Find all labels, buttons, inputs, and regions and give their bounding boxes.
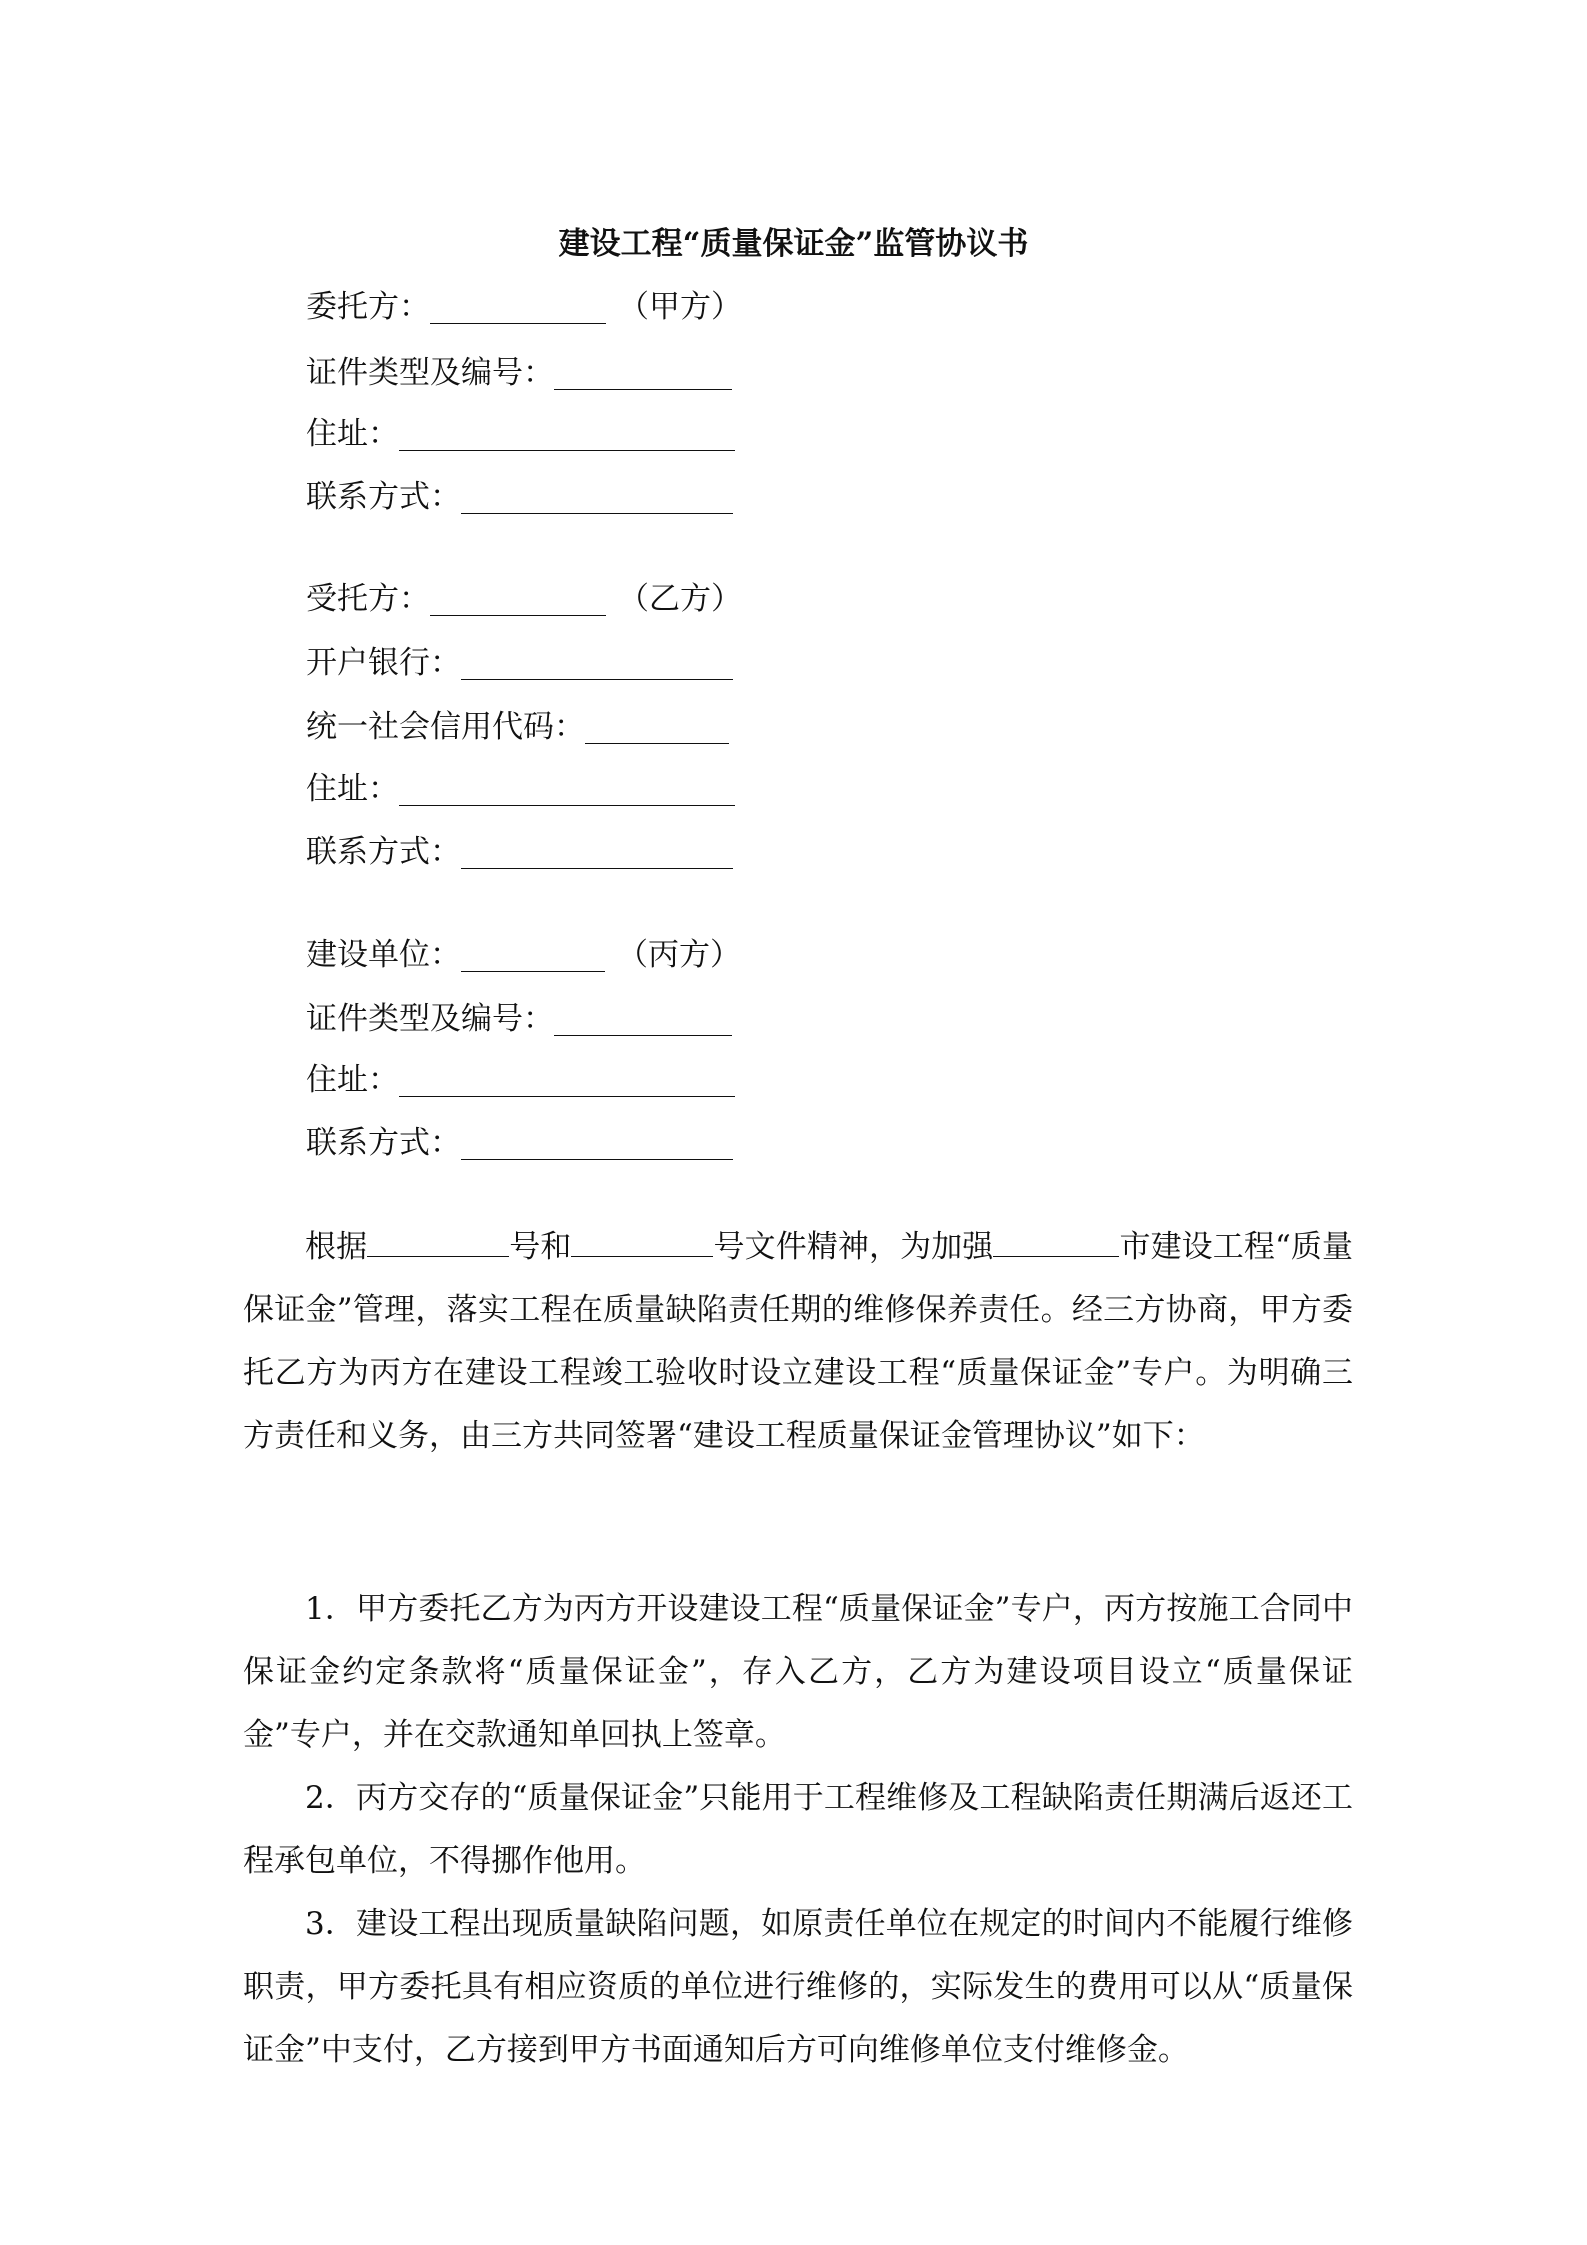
field-label: 证件类型及编号： bbox=[306, 355, 554, 391]
field-id bbox=[306, 996, 732, 1042]
fill-blank[interactable] bbox=[461, 1127, 733, 1160]
field-label: 住址： bbox=[306, 1062, 399, 1098]
fill-blank[interactable] bbox=[367, 1226, 509, 1257]
field-label: 住址： bbox=[306, 771, 399, 807]
field-label: 委托方： bbox=[306, 289, 430, 325]
clause-1: 1．甲方委托乙方为丙方开设建设工程“质量保证金”专户，丙方按施工合同中保证金约定条款将“质量保证金”，存入乙方，乙方为建设项目设立“质量保证金”专户，并在交款通知单回执上签章。 bbox=[243, 1591, 1353, 1753]
field-bank bbox=[306, 640, 733, 686]
fill-blank[interactable] bbox=[554, 357, 732, 390]
field-client bbox=[306, 284, 742, 330]
fill-blank[interactable] bbox=[461, 481, 733, 514]
fill-blank[interactable] bbox=[571, 1226, 713, 1257]
intro-text: 根据 bbox=[305, 1229, 368, 1265]
field-address bbox=[306, 766, 735, 812]
field-address bbox=[306, 1057, 735, 1103]
field-label: 开户银行： bbox=[306, 645, 461, 681]
field-credit-code bbox=[306, 704, 729, 750]
fill-blank[interactable] bbox=[461, 939, 605, 972]
clause-3: 3．建设工程出现质量缺陷问题，如原责任单位在规定的时间内不能履行维修职责，甲方委托具有相应资质的单位进行维修的，实际发生的费用可以从“质量保证金”中支付，乙方接到甲方书面通知后方可向维修单位支付维修金。 bbox=[243, 1906, 1353, 2068]
field-id bbox=[306, 350, 732, 396]
intro-text: 号和 bbox=[509, 1229, 572, 1265]
field-label: 联系方式： bbox=[306, 834, 461, 870]
field-builder bbox=[306, 932, 741, 978]
field-suffix: （丙方） bbox=[617, 937, 741, 973]
field-contact bbox=[306, 1120, 733, 1166]
field-label: 统一社会信用代码： bbox=[306, 709, 585, 745]
fill-blank[interactable] bbox=[585, 711, 729, 744]
fill-blank[interactable] bbox=[993, 1226, 1119, 1257]
field-suffix: （乙方） bbox=[618, 581, 742, 617]
fill-blank[interactable] bbox=[461, 836, 733, 869]
field-contact bbox=[306, 829, 733, 875]
field-suffix: （甲方） bbox=[618, 289, 742, 325]
document-title: 建设工程“质量保证金”监管协议书 bbox=[558, 226, 1029, 262]
field-label: 证件类型及编号： bbox=[306, 1001, 554, 1037]
fill-blank[interactable] bbox=[461, 647, 733, 680]
clause-2: 2．丙方交存的“质量保证金”只能用于工程维修及工程缺陷责任期满后返还工程承包单位，不得挪作他用。 bbox=[243, 1780, 1353, 1879]
fill-blank[interactable] bbox=[399, 773, 735, 806]
fill-blank[interactable] bbox=[554, 1003, 732, 1036]
field-label: 建设单位： bbox=[306, 937, 461, 973]
intro-text: 号文件精神，为加强 bbox=[713, 1229, 994, 1265]
field-contact bbox=[306, 474, 733, 520]
field-trustee bbox=[306, 576, 742, 622]
field-label: 联系方式： bbox=[306, 1125, 461, 1161]
fill-blank[interactable] bbox=[399, 418, 735, 451]
fill-blank[interactable] bbox=[399, 1064, 735, 1097]
field-label: 受托方： bbox=[306, 581, 430, 617]
intro-paragraph bbox=[243, 1216, 1353, 1468]
fill-blank[interactable] bbox=[430, 583, 606, 616]
field-label: 联系方式： bbox=[306, 479, 461, 515]
field-label: 住址： bbox=[306, 416, 399, 452]
field-address bbox=[306, 411, 735, 457]
fill-blank[interactable] bbox=[430, 291, 606, 324]
intro-text: 市建设工程“质量保证金”管理，落实工程在质量缺陷责任期的维修保养责任。经三方协商，甲方委托乙方为丙方在建设工程竣工验收时设立建设工程“质量保证金”专户。为明确三方责任和义务，由三方共同签署“建设工程质量保证金管理协议”如下： bbox=[243, 1229, 1353, 1454]
